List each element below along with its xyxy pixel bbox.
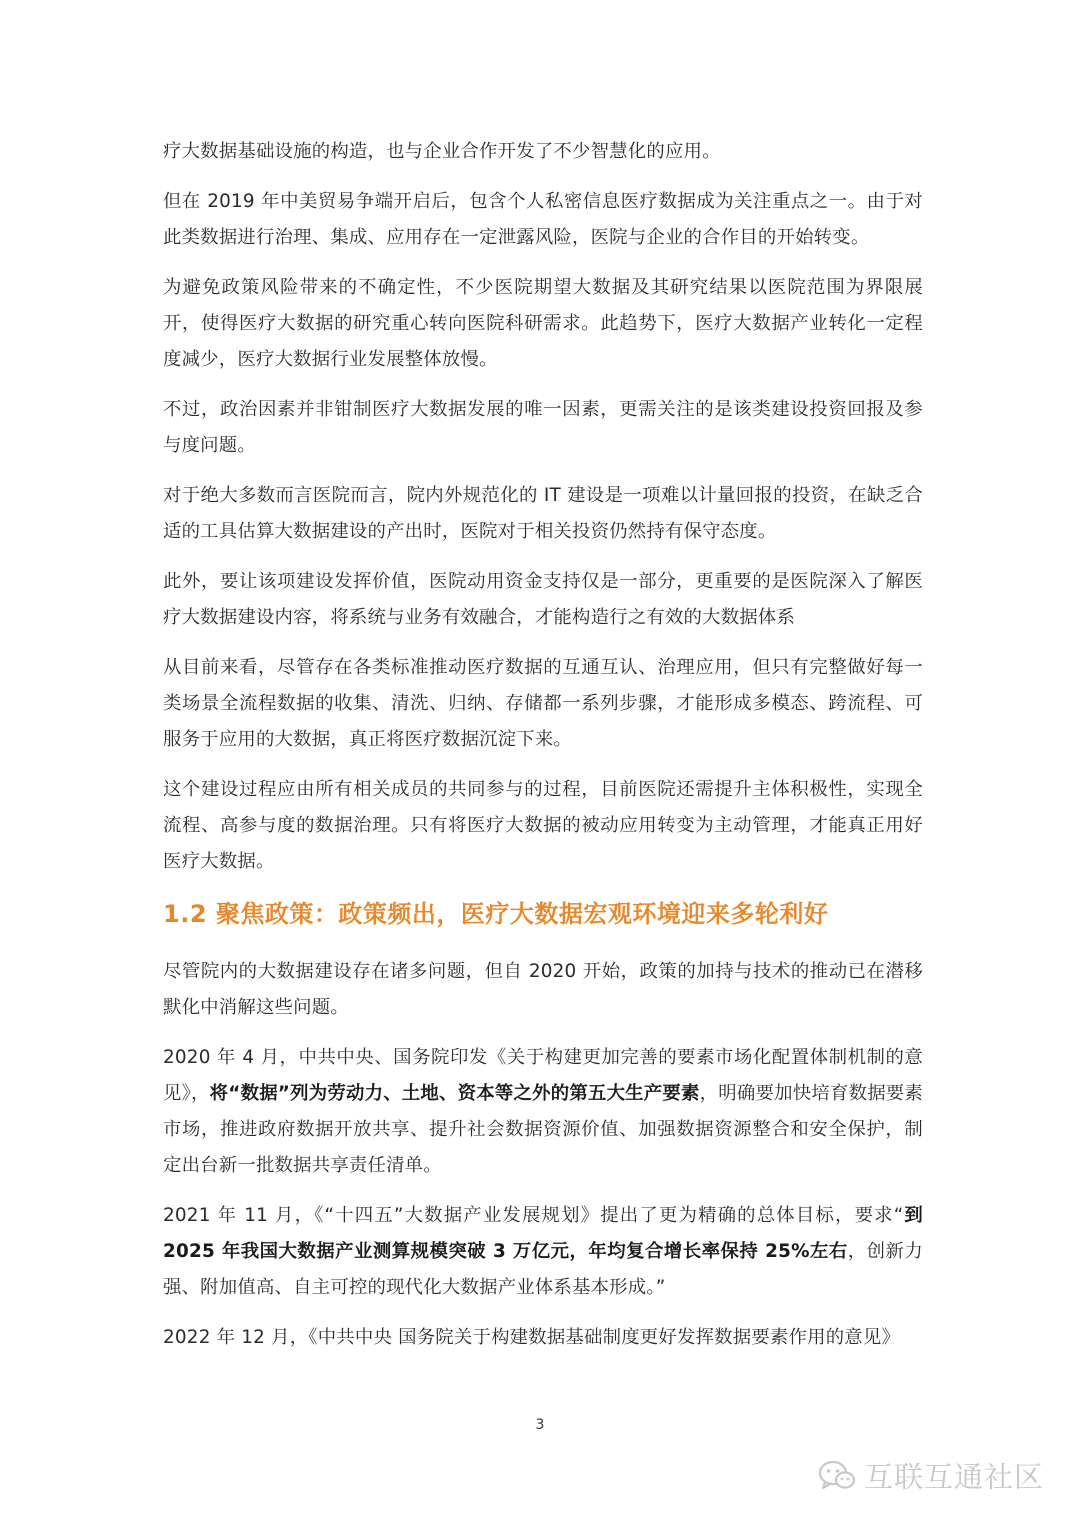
page-content — [163, 134, 923, 1370]
paragraph: 为避免政策风险带来的不确定性，不少医院期望大数据及其研究结果以医院范围为界限展开，使得医疗大数据的研究重心转向医院科研需求。此趋势下，医疗大数据产业转化一定程度减少，医疗大数据行业发展整体放慢。 — [163, 277, 923, 370]
watermark-text: 互联互通社区 — [863, 1460, 1044, 1494]
wechat-icon — [818, 1459, 856, 1493]
paragraph-text: ，创新力强、附加值高、自主可控的现代化大数据产业体系基本形成。” — [163, 1241, 923, 1298]
paragraph: 疗大数据基础设施的构造，也与企业合作开发了不少智慧化的应用。 — [163, 141, 721, 162]
paragraph-2020-policy — [163, 1040, 923, 1184]
paragraph-2021-policy — [163, 1198, 923, 1306]
paragraph-intro: 尽管院内的大数据建设存在诸多问题，但自 2020 开始，政策的加持与技术的推动已在潜移默化中消解这些问题。 — [163, 961, 923, 1018]
paragraph-text: 2021 年 11 月，《“十四五”大数据产业发展规划》提出了更为精确的总体目标，要求“ — [163, 1205, 904, 1226]
paragraph: 不过，政治因素并非钳制医疗大数据发展的唯一因素，更需关注的是该类建设投资回报及参与度问题。 — [163, 399, 923, 456]
watermark — [818, 1455, 1044, 1496]
paragraph: 这个建设过程应由所有相关成员的共同参与的过程，目前医院还需提升主体积极性，实现全流程、高参与度的数据治理。只有将医疗大数据的被动应用转变为主动管理，才能真正用好医疗大数据。 — [163, 779, 923, 872]
paragraph-2022-policy: 2022 年 12 月，《中共中央 国务院关于构建数据基础制度更好发挥数据要素作用的意见》 — [163, 1327, 901, 1348]
paragraph-text: ，明确要加快培育数据要素市场，推进政府数据开放共享、提升社会数据资源价值、加强数据资源整合和安全保护，制定出台新一批数据共享责任清单。 — [163, 1083, 924, 1176]
paragraph: 此外，要让该项建设发挥价值，医院动用资金支持仅是一部分，更重要的是医院深入了解医疗大数据建设内容，将系统与业务有效融合，才能构造行之有效的大数据体系 — [163, 571, 923, 628]
page-number: 3 — [535, 1417, 545, 1433]
paragraph: 对于绝大多数而言医院而言，院内外规范化的 IT 建设是一项难以计量回报的投资，在缺乏合适的工具估算大数据建设的产出时，医院对于相关投资仍然持有保守态度。 — [163, 485, 923, 542]
paragraph: 但在 2019 年中美贸易争端开启后，包含个人私密信息医疗数据成为关注重点之一。由于对此类数据进行治理、集成、应用存在一定泄露风险，医院与企业的合作目的开始转变。 — [163, 191, 923, 248]
section-heading: 1.2 聚焦政策：政策频出，医疗大数据宏观环境迎来多轮利好 — [163, 900, 829, 928]
bold-emphasis: 将“数据”列为劳动力、土地、资本等之外的第五大生产要素 — [209, 1083, 700, 1104]
bold-emphasis: 到 2025 年我国大数据产业测算规模突破 3 万亿元，年均复合增长率保持 25%左右 — [163, 1205, 923, 1262]
paragraph: 从目前来看，尽管存在各类标准推动医疗数据的互通互认、治理应用，但只有完整做好每一类场景全流程数据的收集、清洗、归纳、存储都一系列步骤，才能形成多模态、跨流程、可服务于应用的大数据，真正将医疗数据沉淀下来。 — [163, 657, 923, 750]
paragraph-text: 2020 年 4 月，中共中央、国务院印发《关于构建更加完善的要素市场化配置体制机制的意见》， — [163, 1047, 923, 1104]
